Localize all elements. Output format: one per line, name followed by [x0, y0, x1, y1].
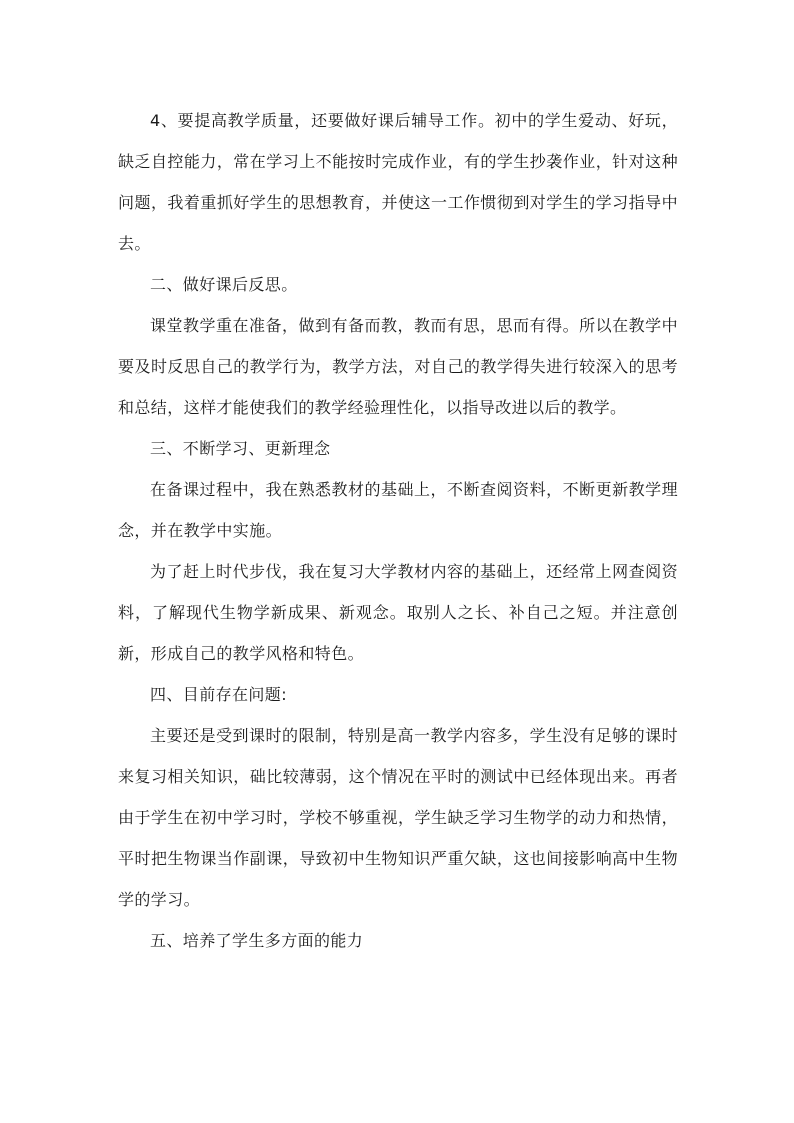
- paragraph-reflection: 课堂教学重在准备，做到有备而教，教而有思，思而有得。所以在教学中要及时反思自己的教学行为，教学方法，对自己的教学得失进行较深入的思考和总结，这样才能使我们的教学经验理性化，以指导改进以后的教学。: [118, 316, 678, 417]
- section-heading-learning: 三、不断学习、更新理念: [150, 439, 331, 458]
- section-heading-reflection: 二、做好课后反思。: [150, 275, 298, 294]
- section-heading-problems: 四、目前存在问题:: [150, 685, 287, 704]
- paragraph-problems: 主要还是受到课时的限制，特别是高一教学内容多，学生没有足够的课时来复习相关知识，础比较薄弱，这个情况在平时的测试中已经体现出来。再者由于学生在初中学习时，学校不够重视，学生缺乏学习生物学的动力和热情，平时把生物课当作副课，导致初中生物知识严重欠缺，这也间接影响高中生物学的学习。: [118, 726, 678, 909]
- paragraph-tutoring: 4、要提高教学质量，还要做好课后辅导工作。初中的学生爱动、好玩，缺乏自控能力，常在学习上不能按时完成作业，有的学生抄袭作业，针对这种问题，我着重抓好学生的思想教育，并使这一工作惯彻到对学生的学习指导中去。: [118, 111, 678, 253]
- paragraph-keeping-up: 为了赶上时代步伐，我在复习大学教材内容的基础上，还经常上网查阅资料，了解现代生物学新成果、新观念。取别人之长、补自己之短。并注意创新，形成自己的教学风格和特色。: [118, 562, 678, 663]
- paragraph-lesson-prep: 在备课过程中，我在熟悉教材的基础上，不断查阅资料，不断更新教学理念，并在教学中实施。: [118, 480, 678, 540]
- section-heading-abilities: 五、培养了学生多方面的能力: [150, 931, 364, 950]
- document-body: [118, 100, 678, 961]
